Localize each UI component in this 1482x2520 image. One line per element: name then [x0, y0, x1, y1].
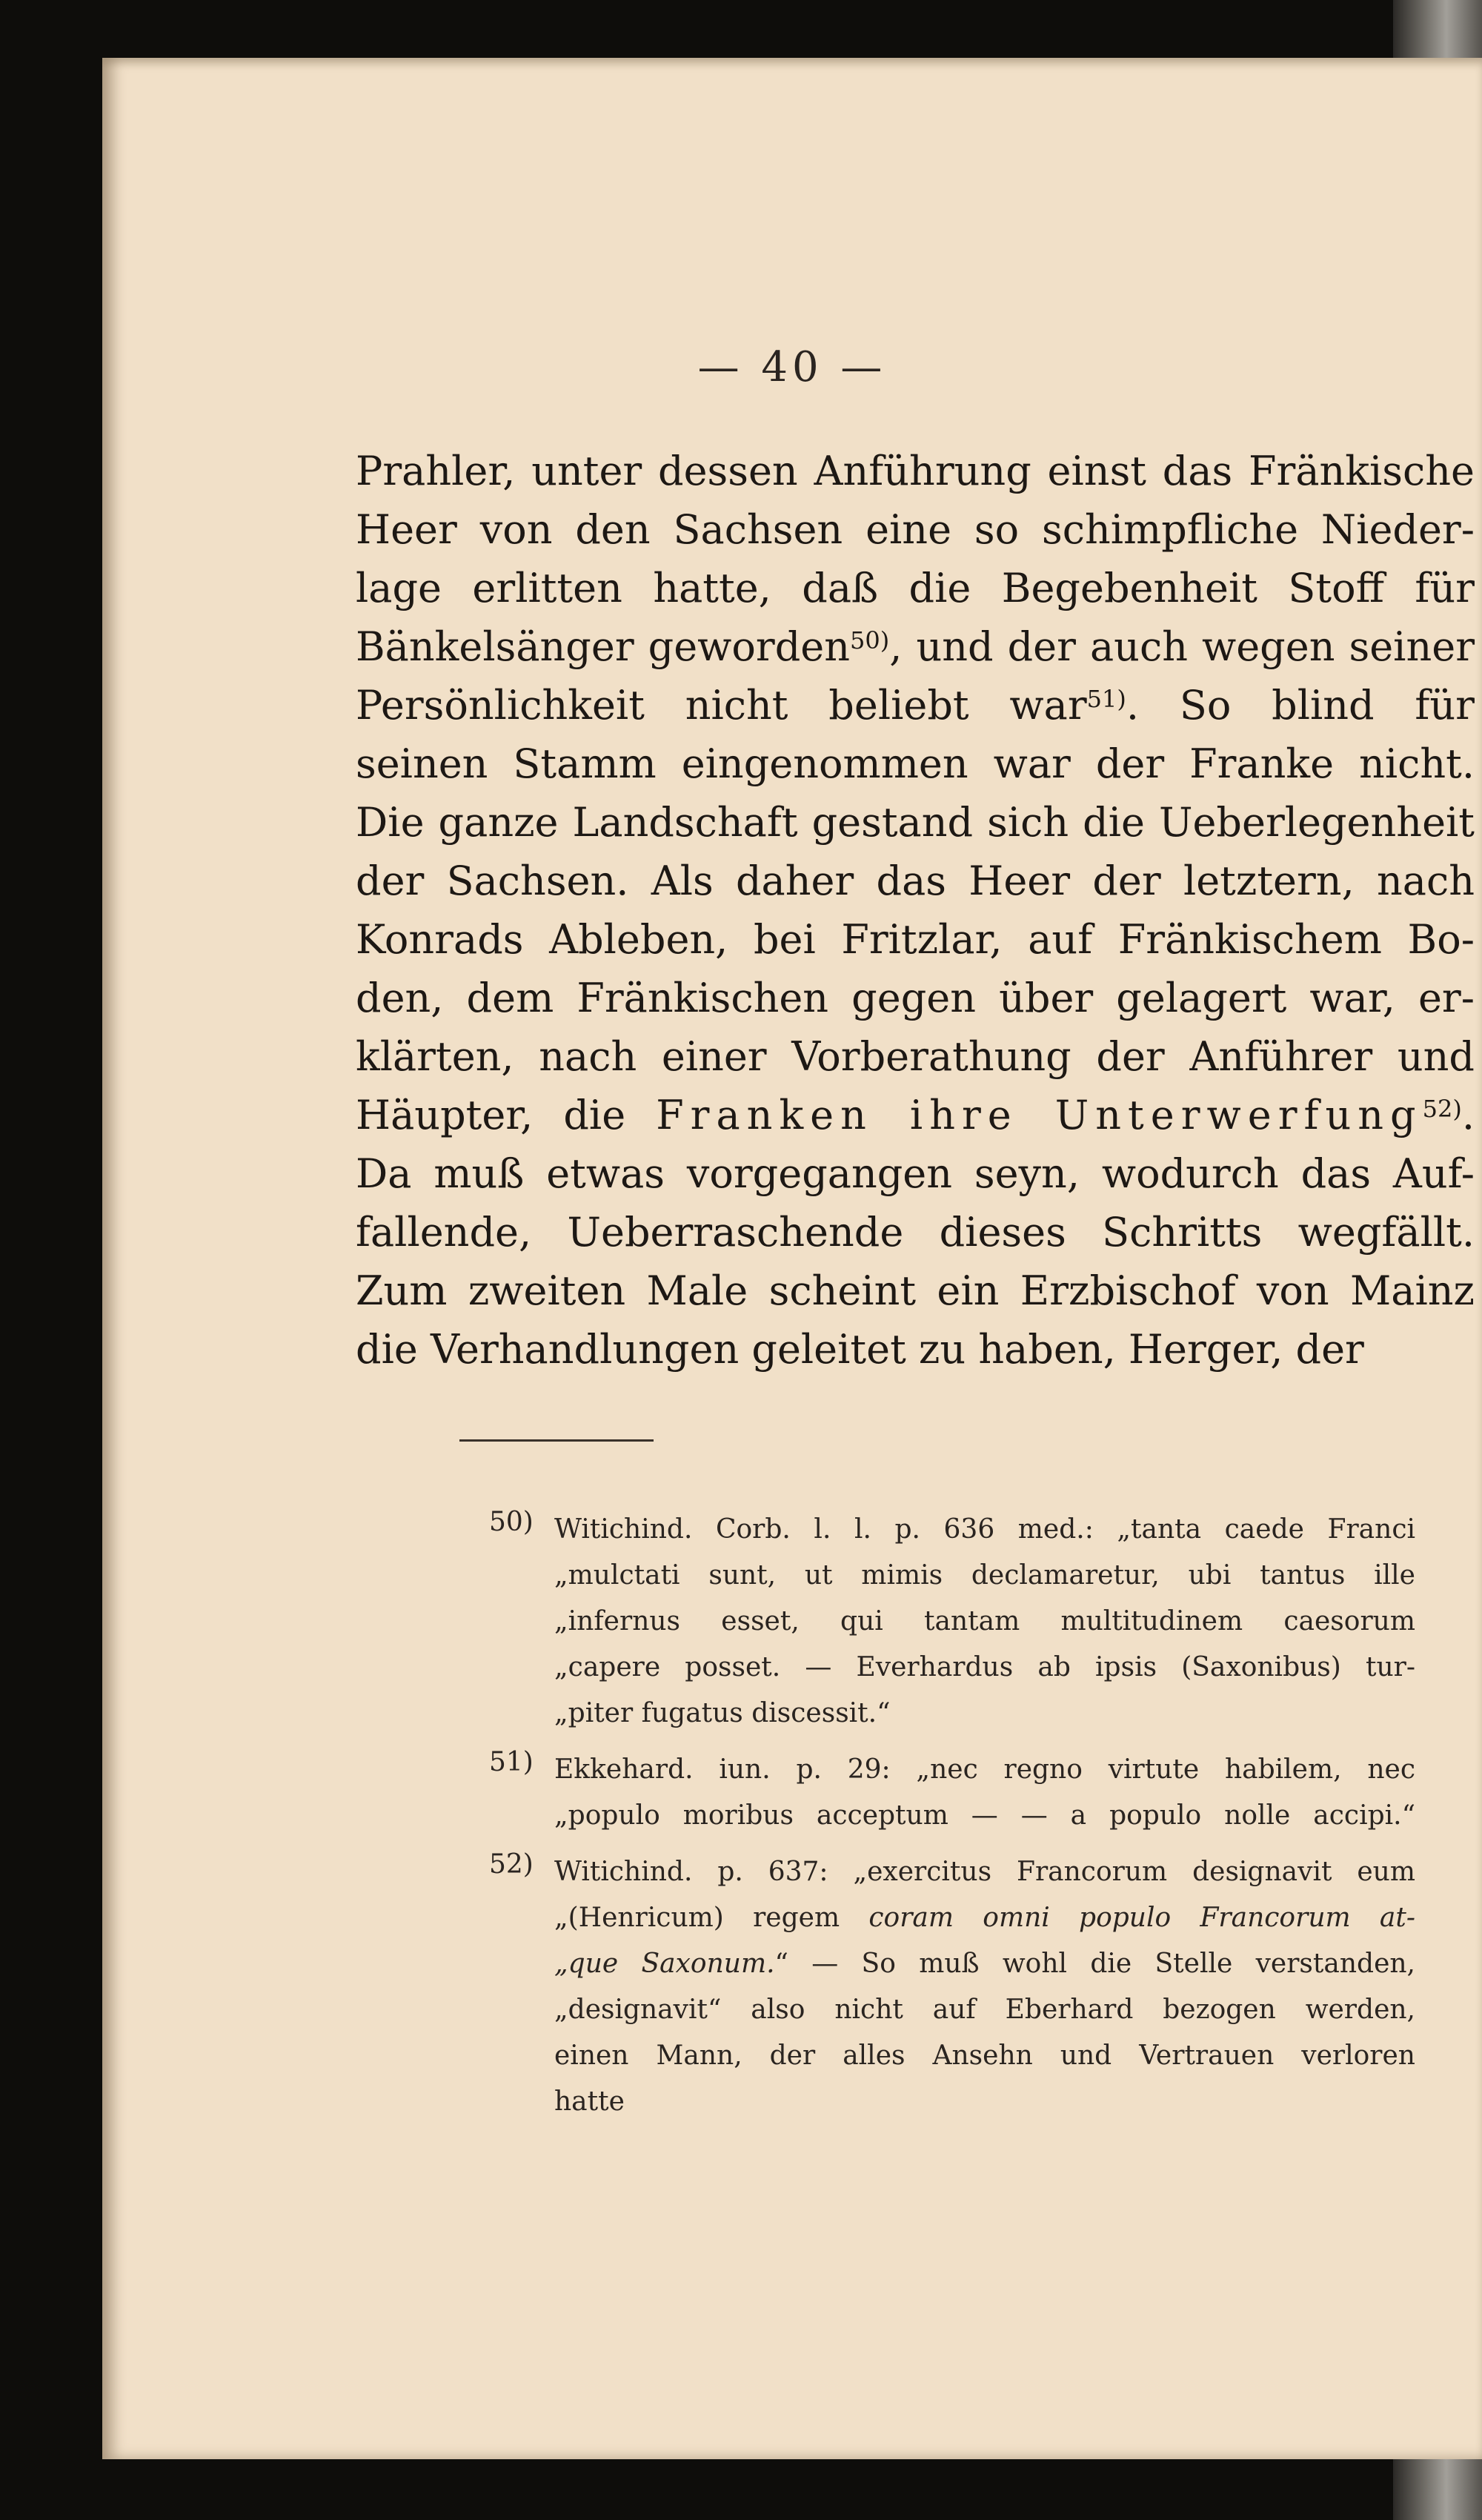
text-line: klärten, nach einer Vorberathung der Anführer und [356, 1033, 1475, 1080]
text-segment: . [1461, 1092, 1475, 1138]
italic-segment: „que Saxonum. [554, 1949, 775, 1979]
footnote-divider [459, 1439, 654, 1442]
footnote-line: Witichind. p. 637: „exercitus Francorum designavit eum [554, 1857, 1415, 1887]
text-line: lage erlitten hatte, daß die Begebenheit Stoff für [356, 565, 1475, 611]
book-page [102, 58, 1482, 2459]
text-segment: Persönlichkeit nicht beliebt war [356, 682, 1087, 729]
footnote-50 [489, 1507, 1415, 1737]
text-line: der Sachsen. Als daher das Heer der letztern, nach [356, 858, 1475, 904]
text-line: Heer von den Sachsen eine so schimpfliche Nieder- [356, 506, 1475, 553]
footnote-line: hatte [554, 2086, 625, 2117]
footnote-number: 52) [489, 1849, 534, 1880]
text-line: fallende, Ueberraschende dieses Schritts wegfällt. [356, 1209, 1475, 1256]
main-text [356, 442, 1475, 1379]
text-line: Zum zweiten Male scheint ein Erzbischof von Mainz [356, 1267, 1475, 1314]
footnote-line: „piter fugatus discessit.“ [554, 1698, 891, 1728]
spaced-emphasis: Franken ihre Unterwerfung [656, 1092, 1423, 1138]
text-line [356, 676, 1475, 735]
footnote-line: „capere posset. — Everhardus ab ipsis (Saxonibus) tur- [554, 1652, 1415, 1682]
text-segment: . So blind für [1126, 682, 1475, 729]
page-number: — 40 — [697, 343, 887, 391]
text-line [356, 617, 1475, 676]
footnote-line: „populo moribus acceptum — — a populo nolle accipi.“ [554, 1800, 1415, 1831]
text-line: seinen Stamm eingenommen war der Franke nicht. [356, 740, 1475, 787]
footnote-number: 51) [489, 1747, 534, 1777]
footnote-ref: 52) [1422, 1095, 1462, 1123]
footnotes [489, 1507, 1415, 2135]
footnote-51 [489, 1747, 1415, 1839]
text-segment: Bänkelsänger geworden [356, 623, 851, 670]
footnote-ref: 50) [850, 626, 890, 654]
footnote-line: „designavit“ also nicht auf Eberhard bezogen werden, [554, 1995, 1415, 2025]
footnote-line [554, 1895, 1415, 1941]
footnote-line: einen Mann, der alles Ansehn und Vertrauen verloren [554, 2040, 1415, 2071]
text-segment: , und der auch wegen seiner [889, 623, 1475, 670]
text-segment: Häupter, die [356, 1092, 626, 1138]
text-line [356, 1086, 1475, 1144]
footnote-line: Ekkehard. iun. p. 29: „nec regno virtute habilem, nec [554, 1754, 1415, 1785]
footnote-number: 50) [489, 1507, 534, 1537]
text-line: Prahler, unter dessen Anführung einst das Fränkische [356, 448, 1475, 494]
footnote-ref: 51) [1086, 685, 1126, 713]
footnote-line [554, 1941, 1415, 1987]
text-segment: “ — So muß wohl die Stelle verstanden, [774, 1949, 1415, 1979]
text-line: Da muß etwas vorgegangen seyn, wodurch das Auf- [356, 1150, 1475, 1197]
text-line: Die ganze Landschaft gestand sich die Ueberlegenheit [356, 799, 1475, 846]
footnote-line: „infernus esset, qui tantam multitudinem caesorum [554, 1606, 1415, 1637]
footnote-52 [489, 1849, 1415, 2125]
text-line: die Verhandlungen geleitet zu haben, Herger, der [356, 1326, 1364, 1373]
text-line: den, dem Fränkischen gegen über gelagert war, er- [356, 975, 1475, 1021]
text-line: Konrads Ableben, bei Fritzlar, auf Fränkischem Bo- [356, 916, 1475, 963]
footnote-line: Witichind. Corb. l. l. p. 636 med.: „tanta caede Franci [554, 1514, 1415, 1545]
italic-segment: coram omni populo Francorum at- [868, 1903, 1415, 1933]
text-segment: „(Henricum) regem [554, 1903, 869, 1933]
footnote-line: „mulctati sunt, ut mimis declamaretur, ubi tantus ille [554, 1560, 1415, 1591]
